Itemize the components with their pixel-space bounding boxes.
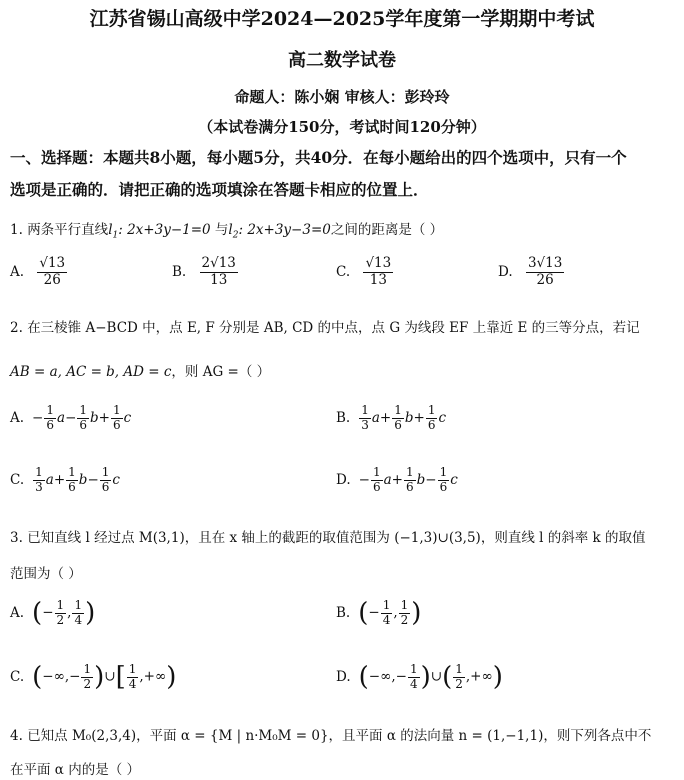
q3-option-d: D. (−∞,− $\frac{1}{4}$ )∪( $\frac{1}{2}$ ,+∞) <box>336 661 503 692</box>
q1-option-b: B. $\frac{2√13}{13}$ <box>172 255 236 288</box>
q4-number: 4. <box>10 728 23 744</box>
q2-number: 2. <box>10 320 23 336</box>
question-2-line1 <box>10 316 684 336</box>
q3-option-a: A. (− $\frac{1}{2}$ , $\frac{1}{4}$ ) <box>10 597 96 628</box>
section-heading-line2: 选项是正确的．请把正确的选项填涂在答题卡相应的位置上． <box>10 180 429 199</box>
q1-post: 之间的距离是（ ） <box>330 222 444 238</box>
q2-line1: 在三棱锥 A−BCD 中，点 E, F 分别是 AB, CD 的中点，点 G 为线段 EF 上靠近 E 的三等分点，若记 <box>27 320 640 336</box>
q2-option-b: B. $\frac{1}{3}$ a+ $\frac{1}{6}$ b+ $\frac{1}{6}$ c <box>336 403 447 432</box>
q3-number: 3. <box>10 530 23 546</box>
q3-option-c: C. (−∞,− $\frac{1}{2}$ )∪[ $\frac{1}{4}$ ,+∞) <box>10 661 177 692</box>
exam-subtitle: 高二数学试卷 <box>288 50 396 71</box>
q1-pre: 两条平行直线 <box>27 222 109 238</box>
q1-option-d: D. $\frac{3√13}{26}$ <box>498 255 563 288</box>
question-2-line2 <box>10 360 684 380</box>
q2-option-d: D. − $\frac{1}{6}$ a+ $\frac{1}{6}$ b− $\frac{1}{6}$ c <box>336 465 458 494</box>
question-4-line1 <box>10 724 684 744</box>
question-1 <box>10 218 684 241</box>
q1-option-c: C. $\frac{√13}{13}$ <box>336 255 392 288</box>
q2-vectors: AB = a, AC = b, AD = c <box>10 364 172 380</box>
q3-option-b: B. (− $\frac{1}{4}$ , $\frac{1}{2}$ ) <box>336 597 422 628</box>
exam-authors: 命题人：陈小娴 审核人：彭玲玲 <box>234 88 450 106</box>
q1-eq1: : 2x+3y−1=0 <box>118 222 211 238</box>
q1-l2: $l_2$ <box>228 222 239 241</box>
q3-line1: 已知直线 l 经过点 M(3,1)，且在 x 轴上的截距的取值范围为 (−1,3)∪(3,5)，则直线 l 的斜率 k 的取值 <box>27 530 646 546</box>
question-3-line1 <box>10 526 684 546</box>
q2-option-a: A. − $\frac{1}{6}$ a− $\frac{1}{6}$ b+ $\frac{1}{6}$ c <box>10 403 132 432</box>
question-3-line2: 范围为（ ） <box>10 566 82 582</box>
section-heading-line1: 一、选择题：本题共8小题，每小题5分，共40分．在每小题给出的四个选项中，只有一个 <box>10 148 627 167</box>
q1-l1: $l_1$ <box>108 222 119 241</box>
question-4-line2: 在平面 α 内的是（ ） <box>10 762 140 778</box>
exam-info: （本试卷满分150分，考试时间120分钟） <box>198 118 486 136</box>
q1-mid: 与 <box>214 222 229 238</box>
q2-option-c: C. $\frac{1}{3}$ a+ $\frac{1}{6}$ b− $\frac{1}{6}$ c <box>10 465 120 494</box>
q2-line2-post: ，则 AG =（ ） <box>171 364 271 380</box>
q4-line1: 已知点 M₀(2,3,4)，平面 α = {M | n·M₀M = 0}，且平面 α 的法向量 n = (1,−1,1)，则下列各点中不 <box>27 728 652 744</box>
q1-number: 1. <box>10 222 23 238</box>
q1-option-a: A. $\frac{√13}{26}$ <box>10 255 66 288</box>
q1-eq2: : 2x+3y−3=0 <box>238 222 331 238</box>
exam-title: 江苏省锡山高级中学2024—2025学年度第一学期期中考试 <box>89 8 595 30</box>
